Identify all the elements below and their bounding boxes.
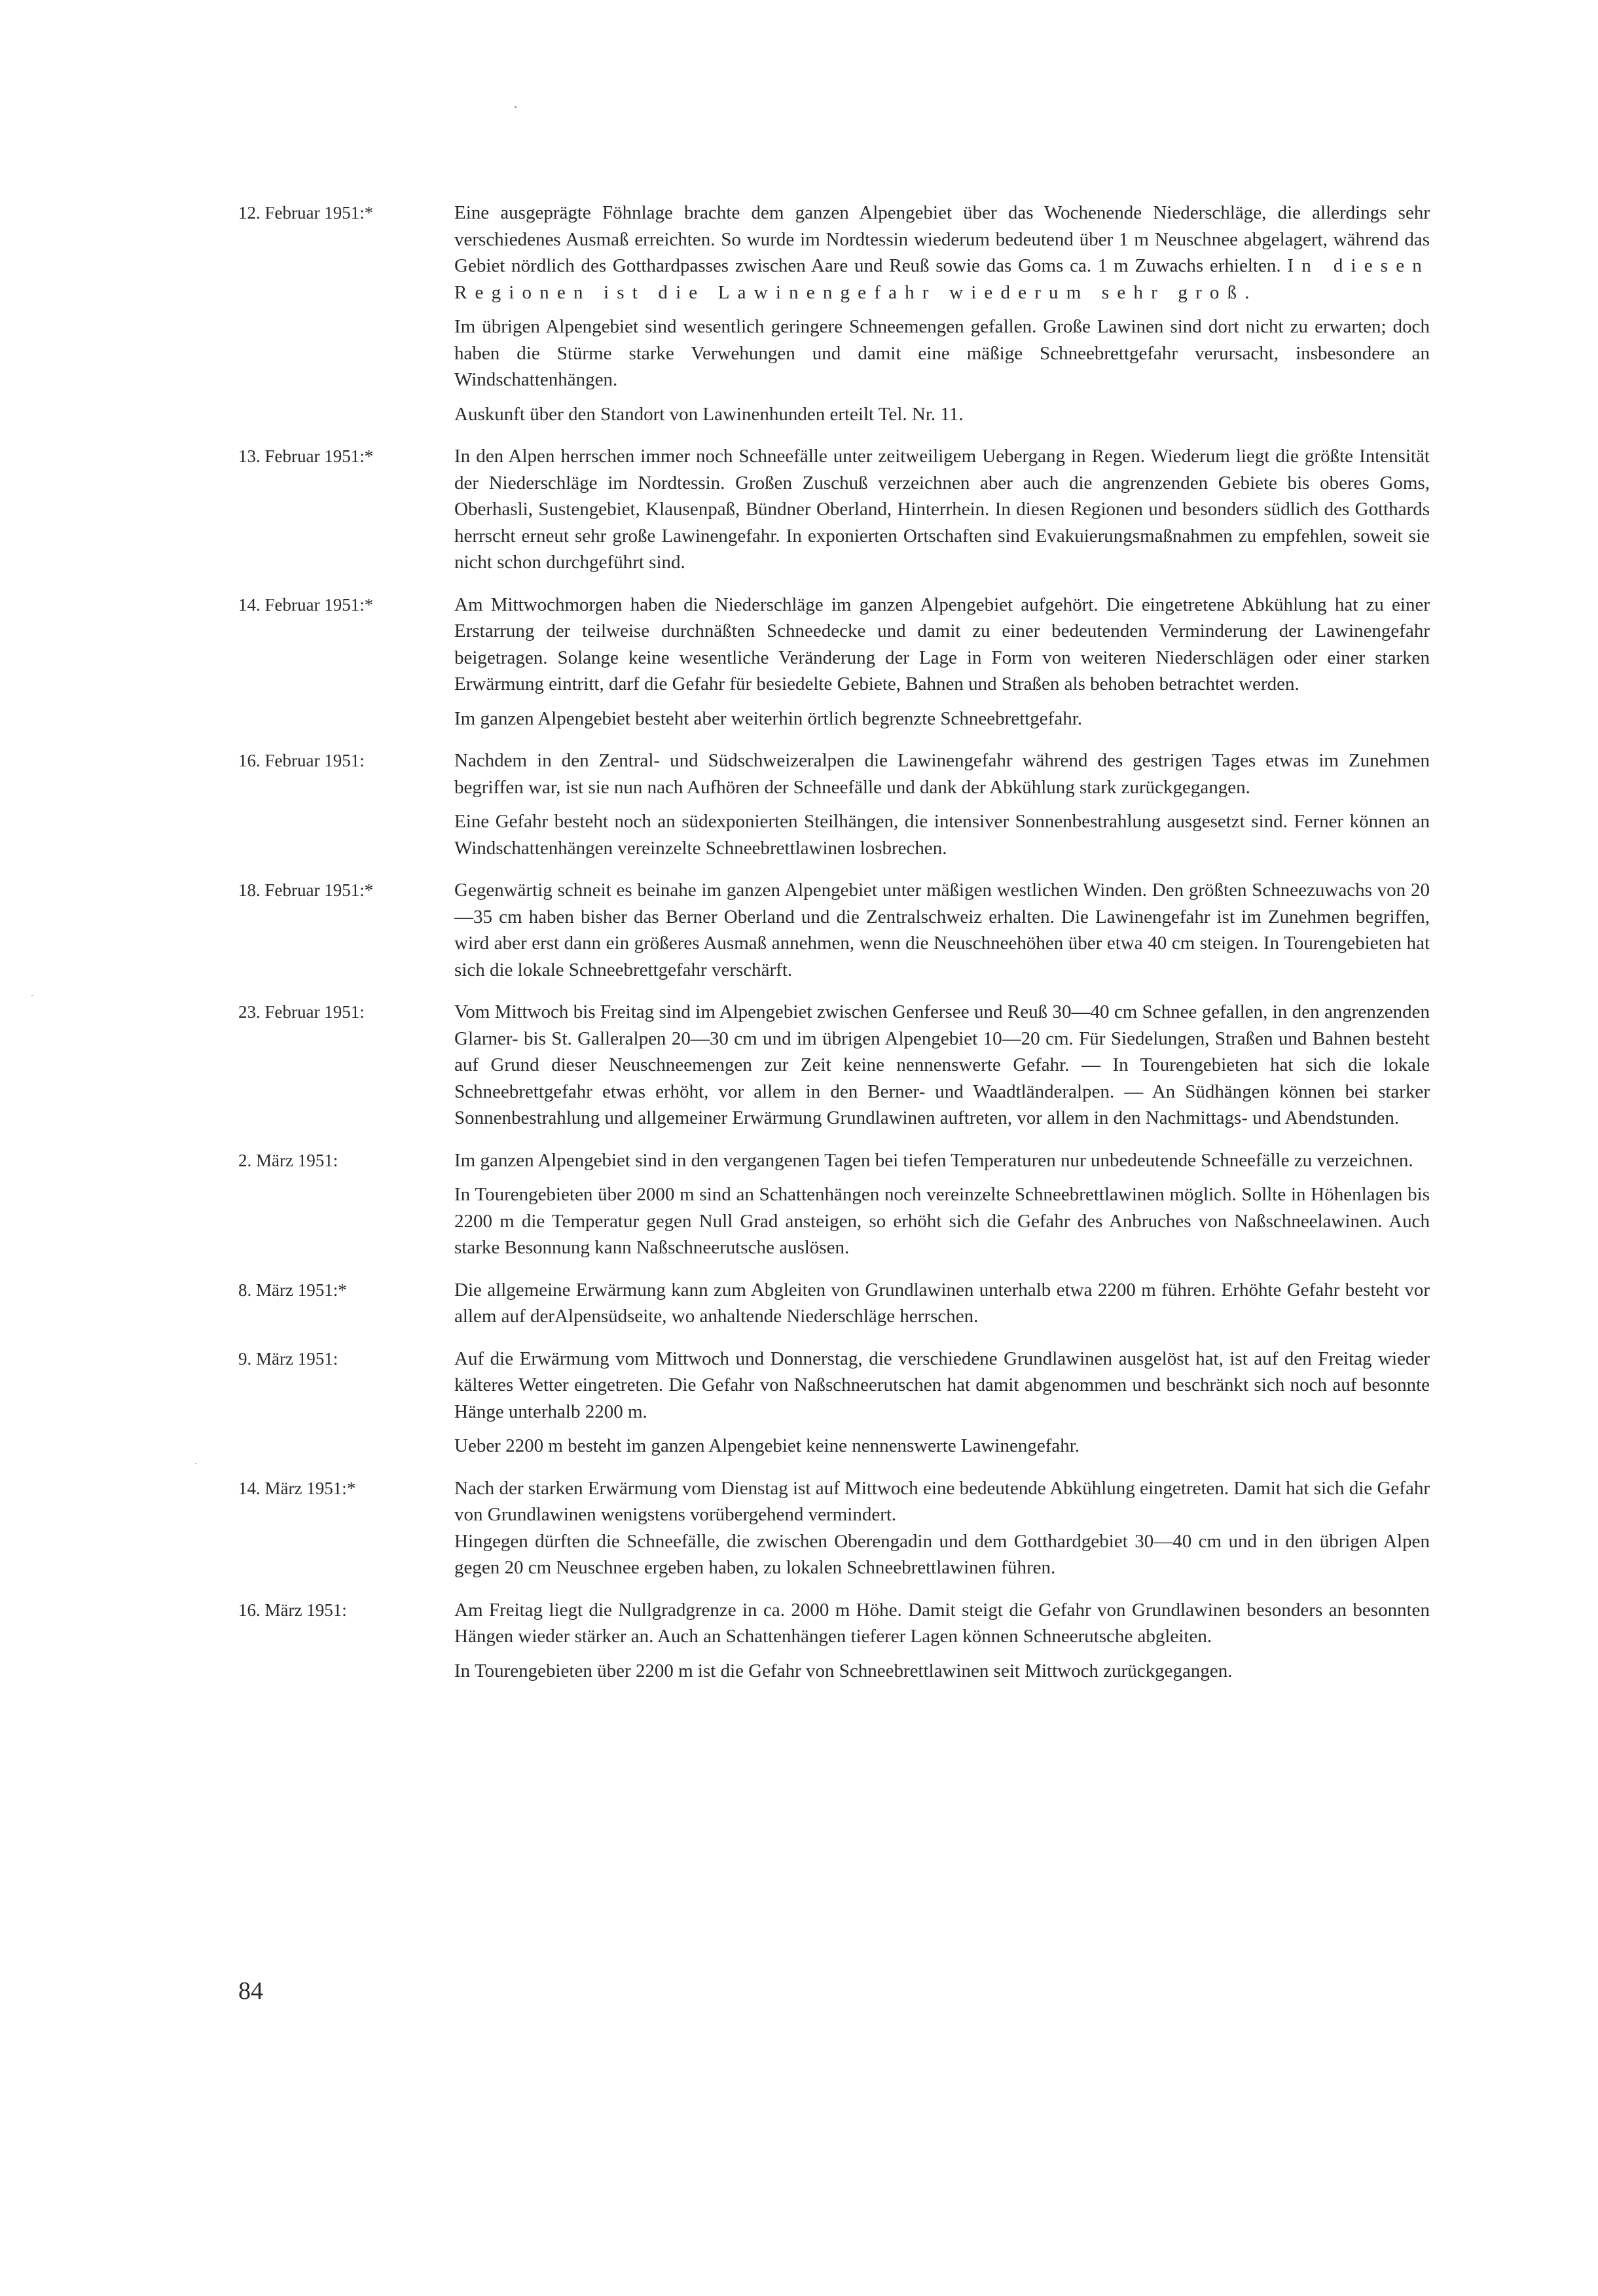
- entry-paragraph: In den Alpen herrschen immer noch Schneefälle unter zeitweiligem Uebergang in Regen. Wiederum liegt die größte Intensität der Niederschläge im Nordtessin. Großen Zuschuß verzeichnen aber auch die angrenzenden Gebiete bis oberes Goms, Oberhasli, Sustengebiet, Klausenpaß, Bündner Oberland, Hinterrhein. In diesen Regionen und besonders südlich des Gotthards herrscht erneut sehr große Lawinengefahr. In exponierten Ortschaften sind Evakuierungsmaßnahmen zu empfehlen, soweit sie nicht schon durchgeführt sind.: [454, 446, 1430, 573]
- entry-date: 12. Februar 1951:*: [238, 203, 374, 223]
- entry-paragraph: Auskunft über den Standort von Lawinenhunden erteilt Tel. Nr. 11.: [454, 403, 964, 425]
- entry-paragraph: Gegenwärtig schneit es beinahe im ganzen Alpengebiet unter mäßigen westlichen Winden. Den größten Schneezuwachs von 20—35 cm haben bisher das Berner Oberland und die Zentralschweiz erhalten. Die Lawinengefahr ist im Zunehmen begriffen, wird aber erst dann ein größeres Ausmaß annehmen, wenn die Neuschneehöhen über etwa 40 cm steigen. In Tourengebieten hat sich die lokale Schneebrettgefahr verschärft.: [454, 880, 1430, 980]
- entry-body: [454, 747, 1430, 861]
- bulletin-entry: [238, 1597, 1430, 1685]
- entry-paragraph: Auf die Erwärmung vom Mittwoch und Donnerstag, die verschiedene Grundlawinen ausgelöst hat, ist auf den Freitag wieder kälteres Wetter eingetreten. Die Gefahr von Naßschneerutschen hat damit abgenommen und beschränkt sich noch auf besonnte Hänge unterhalb 2200 m.: [454, 1348, 1430, 1422]
- bulletin-entry: [238, 1475, 1430, 1581]
- entry-body: [454, 592, 1430, 732]
- entry-paragraph: Vom Mittwoch bis Freitag sind im Alpengebiet zwischen Genfersee und Reuß 30—40 cm Schnee gefallen, in den angrenzenden Glarner- bis St. Galleralpen 20—30 cm und im übrigen Alpengebiet 10—20 cm. Für Siedelungen, Straßen und Bahnen besteht auf Grund dieser Neuschneemengen zur Zeit keine nennenswerte Gefahr. — In Tourengebieten hat sich die lokale Schneebrettgefahr etwas erhöht, vor allem in den Berner- und Waadtländeralpen. — An Südhängen können bei starker Sonnenbestrahlung und allgemeiner Erwärmung Grundlawinen auftreten, vor allem in den Nachmittags- und Abendstunden.: [454, 1001, 1430, 1128]
- entry-date: 23. Februar 1951:: [238, 1002, 365, 1022]
- entry-paragraph: Im ganzen Alpengebiet besteht aber weiterhin örtlich begrenzte Schneebrettgefahr.: [454, 708, 1083, 729]
- entry-date: 8. März 1951:*: [238, 1280, 347, 1300]
- entry-paragraph: Nachdem in den Zentral- und Südschweizeralpen die Lawinengefahr während des gestrigen Tages etwas im Zunehmen begriffen war, ist sie nun nach Aufhören der Schneefälle und dank der Abkühlung stark zurückgegangen.: [454, 750, 1430, 798]
- emphasized-text: In diesen Regionen ist die Lawinengefahr wiederum sehr groß.: [454, 255, 1430, 303]
- entry-date: 16. März 1951:: [238, 1600, 347, 1620]
- bulletin-entry: [238, 999, 1430, 1132]
- entry-date: 18. Februar 1951:*: [238, 880, 374, 900]
- entry-paragraph: In Tourengebieten über 2200 m ist die Gefahr von Schneebrettlawinen seit Mittwoch zurückgegangen.: [454, 1660, 1233, 1681]
- entry-paragraph: Eine Gefahr besteht noch an südexponierten Steilhängen, die intensiver Sonnenbestrahlung ausgesetzt sind. Ferner können an Windschattenhängen vereinzelte Schneebrettlawinen losbrechen.: [454, 811, 1430, 859]
- entry-body: [454, 1475, 1430, 1581]
- entry-body: [454, 1147, 1430, 1261]
- entry-body: [454, 1346, 1430, 1460]
- paragraph-text: Eine ausgeprägte Föhnlage brachte dem ganzen Alpengebiet über das Wochenende Niederschläge, die allerdings sehr verschiedenes Ausmaß erreichten. So wurde im Nordtessin wiederum bedeutend über 1 m Neuschnee abgelagert, während das Gebiet nördlich des Gotthardpasses zwischen Aare und Reuß sowie das Goms ca. 1 m Zuwachs erhielten.: [454, 202, 1430, 276]
- entry-body: [454, 877, 1430, 983]
- print-speck: [515, 106, 517, 108]
- entry-paragraph: Ueber 2200 m besteht im ganzen Alpengebiet keine nennenswerte Lawinengefahr.: [454, 1435, 1080, 1456]
- entry-date: 9. März 1951:: [238, 1348, 338, 1369]
- entry-date: 16. Februar 1951:: [238, 751, 365, 770]
- entry-date: 14. März 1951:*: [238, 1478, 356, 1498]
- entry-date: 14. Februar 1951:*: [238, 594, 374, 615]
- bulletin-entry: [238, 1346, 1430, 1460]
- entry-paragraph: Die allgemeine Erwärmung kann zum Abgleiten von Grundlawinen unterhalb etwa 2200 m führen. Erhöhte Gefahr besteht vor allem auf derAlpensüdseite, wo anhaltende Niederschläge herrschen.: [454, 1279, 1430, 1327]
- bulletin-entry: [238, 443, 1430, 576]
- bulletin-entry: [238, 1147, 1430, 1261]
- bulletin-entry: [238, 200, 1430, 427]
- entry-paragraph: [454, 200, 1430, 306]
- entry-paragraph: Nach der starken Erwärmung vom Dienstag ist auf Mittwoch eine bedeutende Abkühlung eingetreten. Damit hat sich die Gefahr von Grundlawinen wenigstens vorübergehend vermindert.: [454, 1477, 1430, 1525]
- entry-paragraph: Am Mittwochmorgen haben die Niederschläge im ganzen Alpengebiet aufgehört. Die eingetretene Abkühlung hat zu einer Erstarrung der teilweise durchnäßten Schneedecke und damit zu einer bedeutenden Verminderung der Lawinengefahr beigetragen. Solange keine wesentliche Veränderung der Lage in Form von weiteren Niederschlägen oder einer starken Erwärmung eintritt, darf die Gefahr für besiedelte Gebiete, Bahnen und Straßen als behoben betrachtet werden.: [454, 594, 1430, 694]
- bulletin-entry: [238, 1277, 1430, 1330]
- entry-paragraph: In Tourengebieten über 2000 m sind an Schattenhängen noch vereinzelte Schneebrettlawinen möglich. Sollte in Höhenlagen bis 2200 m die Temperatur gegen Null Grad ansteigen, so erhöht sich die Gefahr des Anbruches von Naßschneelawinen. Auch starke Besonnung kann Naßschneerutsche auslösen.: [454, 1184, 1430, 1258]
- bulletin-list: [238, 200, 1430, 1700]
- print-speck: [31, 995, 33, 996]
- bulletin-entry: [238, 747, 1430, 861]
- page-number: 84: [238, 1977, 263, 2005]
- bulletin-entry: [238, 592, 1430, 732]
- entry-date: 2. März 1951:: [238, 1150, 338, 1170]
- entry-paragraph: Am Freitag liegt die Nullgradgrenze in ca. 2000 m Höhe. Damit steigt die Gefahr von Grundlawinen besonders an besonnten Hängen wieder stärker an. Auch an Schattenhängen tieferer Lagen können Schneerutsche abgleiten.: [454, 1599, 1430, 1647]
- entry-body: [454, 1597, 1430, 1685]
- entry-paragraph: Im ganzen Alpengebiet sind in den vergangenen Tagen bei tiefen Temperaturen nur unbedeutende Schneefälle zu verzeichnen.: [454, 1149, 1413, 1171]
- entry-body: [454, 1277, 1430, 1330]
- entry-date: 13. Februar 1951:*: [238, 446, 374, 466]
- entry-paragraph: Hingegen dürften die Schneefälle, die zwischen Oberengadin und dem Gotthardgebiet 30—40 cm und in den übrigen Alpen gegen 20 cm Neuschnee ergeben haben, zu lokalen Schneebrettlawinen führen.: [454, 1530, 1430, 1578]
- bulletin-entry: [238, 877, 1430, 983]
- entry-body: [454, 443, 1430, 576]
- entry-body: [454, 999, 1430, 1132]
- entry-paragraph: Im übrigen Alpengebiet sind wesentlich geringere Schneemengen gefallen. Große Lawinen sind dort nicht zu erwarten; doch haben die Stürme starke Verwehungen und damit eine mäßige Schneebrettgefahr verursacht, insbesondere an Windschattenhängen.: [454, 316, 1430, 390]
- entry-body: [454, 200, 1430, 427]
- print-speck: [195, 1463, 196, 1464]
